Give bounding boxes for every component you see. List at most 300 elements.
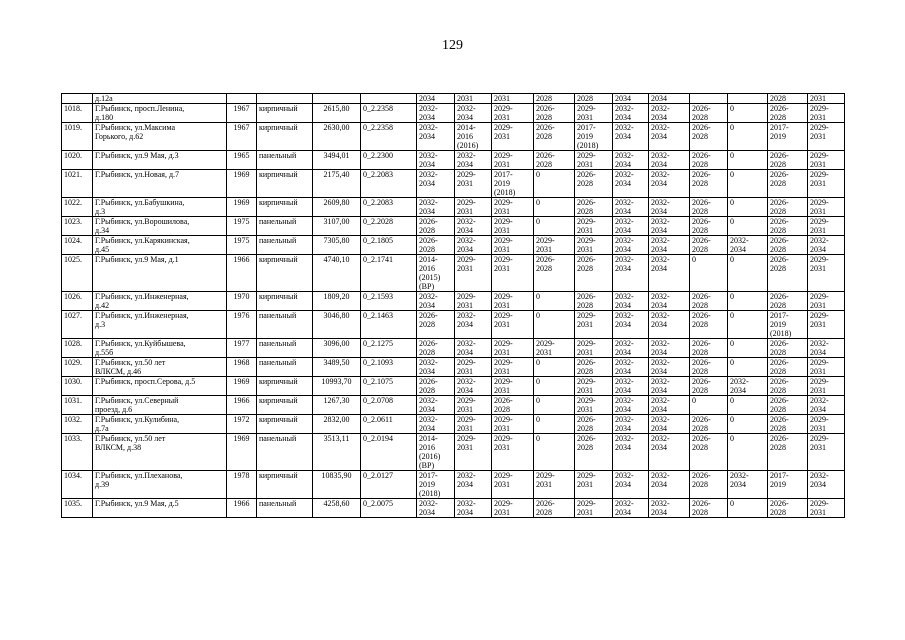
table-row (62, 217, 845, 236)
table-cell: 2029- 2031 (808, 151, 845, 170)
table-cell: 4258,60 (313, 499, 361, 518)
table-cell: 2029- 2031 (492, 217, 534, 236)
table-cell: 0 (534, 311, 575, 339)
table-cell: 0_2.1275 (361, 339, 417, 358)
table-cell: 2032- 2034 (417, 415, 455, 434)
table-cell: 2032- 2034 (613, 292, 649, 311)
table-cell: 2029- 2031 (575, 471, 613, 499)
table-cell: 2026- 2028 (768, 170, 808, 198)
table-row (62, 415, 845, 434)
table-cell: 2032- 2034 (417, 198, 455, 217)
table-cell: 10835,90 (313, 471, 361, 499)
table-cell: 2026- 2028 (575, 255, 613, 292)
table-cell: 2029- 2031 (492, 339, 534, 358)
table-row (62, 151, 845, 170)
table-cell: 2026- 2028 (690, 151, 728, 170)
table-cell: кирпичный (257, 255, 313, 292)
table-cell: 0_2.0708 (361, 396, 417, 415)
table-cell: панельный (257, 499, 313, 518)
row-number-cell: 1028. (62, 339, 93, 358)
table-cell: 0 (534, 377, 575, 396)
table-cell: 2026- 2028 (575, 415, 613, 434)
table-cell: 2026- 2028 (768, 377, 808, 396)
table-cell: 2032- 2034 (649, 170, 690, 198)
table-cell: 0_2.2358 (361, 123, 417, 151)
table-cell: 0 (728, 358, 768, 377)
table-cell: 2026- 2028 (690, 339, 728, 358)
address-cell: Г.Рыбинск, ул.Карякинская, д.45 (93, 236, 227, 255)
row-number-cell: 1032. (62, 415, 93, 434)
table-cell (227, 94, 257, 104)
table-cell: 2026- 2028 (768, 434, 808, 471)
table-cell: 2032- 2034 (455, 471, 492, 499)
table-cell: 2032- 2034 (417, 151, 455, 170)
table-cell: 2032- 2034 (613, 255, 649, 292)
table-cell: 2026- 2028 (690, 377, 728, 396)
table-cell: 2032- 2034 (417, 292, 455, 311)
table-cell: 2029- 2031 (575, 377, 613, 396)
table-row (62, 339, 845, 358)
table-cell: 1965 (227, 151, 257, 170)
table-cell: 2630,00 (313, 123, 361, 151)
table-cell: 2029- 2031 (808, 358, 845, 377)
table-cell: 2026- 2028 (768, 396, 808, 415)
table-cell: 1975 (227, 217, 257, 236)
table-cell: 0 (728, 123, 768, 151)
table-cell: 2026- 2028 (534, 499, 575, 518)
table-cell: 2032- 2034 (649, 104, 690, 123)
table-cell: 2029- 2031 (455, 415, 492, 434)
table-cell: 2026- 2028 (575, 292, 613, 311)
table-cell: кирпичный (257, 415, 313, 434)
table-cell: кирпичный (257, 471, 313, 499)
table-cell: 2026- 2028 (690, 236, 728, 255)
table-cell: 2034 (649, 94, 690, 104)
table-cell: 0 (728, 170, 768, 198)
table-cell: 1969 (227, 434, 257, 471)
table-cell: 2032- 2034 (613, 236, 649, 255)
table-cell: 2029- 2031 (534, 471, 575, 499)
table-cell: 2029- 2031 (808, 377, 845, 396)
table-cell: 2032- 2034 (417, 123, 455, 151)
table-cell: 2026- 2028 (575, 170, 613, 198)
table-cell: 2029- 2031 (808, 499, 845, 518)
table-cell: 2032- 2034 (417, 396, 455, 415)
address-cell: Г.Рыбинск, ул.9 Мая, д.1 (93, 255, 227, 292)
table-cell: 2029- 2031 (575, 339, 613, 358)
table-cell: 0_2.1463 (361, 311, 417, 339)
table-cell: 2026- 2028 (534, 255, 575, 292)
table-cell: 2032- 2034 (455, 236, 492, 255)
table-cell: 2032- 2034 (613, 170, 649, 198)
table-cell: 0_2.0127 (361, 471, 417, 499)
table-cell: 2032- 2034 (649, 292, 690, 311)
table-cell: 2026- 2028 (534, 151, 575, 170)
table-cell: 3096,00 (313, 339, 361, 358)
table-cell: 10993,70 (313, 377, 361, 396)
table-cell: 2026- 2028 (575, 198, 613, 217)
table-cell: 2026- 2028 (690, 471, 728, 499)
table-cell: 2615,80 (313, 104, 361, 123)
table-cell: 2017- 2019 (2018) (768, 311, 808, 339)
table-cell: 2029- 2031 (575, 396, 613, 415)
table-cell: 1969 (227, 198, 257, 217)
row-number-cell: 1030. (62, 377, 93, 396)
table-cell: 2032- 2034 (455, 377, 492, 396)
table-cell: кирпичный (257, 123, 313, 151)
table-cell: 1967 (227, 104, 257, 123)
table-cell: 2029- 2031 (492, 311, 534, 339)
housing-register-table (61, 93, 845, 518)
table-cell: 2029- 2031 (455, 292, 492, 311)
table-cell: 2029- 2031 (492, 123, 534, 151)
table-cell: 1966 (227, 499, 257, 518)
table-cell: 0 (534, 198, 575, 217)
table-cell: 0_2.0075 (361, 499, 417, 518)
address-cell: Г.Рыбинск, ул.Кулибина, д.7а (93, 415, 227, 434)
table-cell: 2026- 2028 (417, 217, 455, 236)
table-cell: 2609,80 (313, 198, 361, 217)
table-cell: 1970 (227, 292, 257, 311)
table-cell: 2029- 2031 (492, 358, 534, 377)
table-row (62, 94, 845, 104)
table-cell: 2032- 2034 (613, 151, 649, 170)
row-number-cell: 1020. (62, 151, 93, 170)
table-cell: 2017- 2019 (2018) (575, 123, 613, 151)
address-cell: Г.Рыбинск, просп.Серова, д.5 (93, 377, 227, 396)
table-cell: 2026- 2028 (768, 255, 808, 292)
table-cell: 2032- 2034 (808, 236, 845, 255)
table-cell: 0 (728, 434, 768, 471)
table-cell: 7305,80 (313, 236, 361, 255)
table-cell: 2032- 2034 (455, 311, 492, 339)
row-number-cell (62, 94, 93, 104)
table-cell: 0 (534, 396, 575, 415)
table-cell: 2026- 2028 (690, 358, 728, 377)
table-cell (361, 94, 417, 104)
table-cell: кирпичный (257, 170, 313, 198)
table-cell: 2032- 2034 (649, 358, 690, 377)
table-cell: 2026- 2028 (768, 104, 808, 123)
address-cell: Г.Рыбинск, ул.Инженерная, д.3 (93, 311, 227, 339)
table-cell: 4740,10 (313, 255, 361, 292)
table-cell: 0 (534, 217, 575, 236)
table-cell: 0 (728, 311, 768, 339)
table-cell: 2029- 2031 (808, 198, 845, 217)
row-number-cell: 1023. (62, 217, 93, 236)
address-cell: Г.Рыбинск, ул.Плеханова, д.39 (93, 471, 227, 499)
table-row (62, 377, 845, 396)
table-cell: 2029- 2031 (492, 151, 534, 170)
table-cell: 0 (728, 339, 768, 358)
address-cell: Г.Рыбинск, ул.Ворошилова, д.34 (93, 217, 227, 236)
table-cell: 2032- 2034 (417, 170, 455, 198)
table-row (62, 255, 845, 292)
table-cell: 2026- 2028 (768, 217, 808, 236)
table-cell: 3513,11 (313, 434, 361, 471)
table-cell: 1969 (227, 170, 257, 198)
table-cell: 2032- 2034 (649, 339, 690, 358)
table-cell (728, 94, 768, 104)
table-cell: 2032- 2034 (808, 396, 845, 415)
table-cell: 2029- 2031 (575, 104, 613, 123)
table-cell: 2029- 2031 (534, 236, 575, 255)
table-cell: 2017- 2019 (2018) (492, 170, 534, 198)
table-cell: 2026- 2028 (575, 358, 613, 377)
table-row (62, 396, 845, 415)
table-cell: 2832,00 (313, 415, 361, 434)
table-cell: 2029- 2031 (492, 471, 534, 499)
table-cell: 2026- 2028 (768, 151, 808, 170)
row-number-cell: 1033. (62, 434, 93, 471)
table-cell: 2032- 2034 (649, 255, 690, 292)
table-cell: панельный (257, 151, 313, 170)
address-cell: д.12а (93, 94, 227, 104)
table-cell: 2032- 2034 (613, 434, 649, 471)
table-cell: 2032- 2034 (728, 236, 768, 255)
address-cell: Г.Рыбинск, ул.50 лет ВЛКСМ, д.38 (93, 434, 227, 471)
table-cell: 0_2.0611 (361, 415, 417, 434)
table-cell: 2031 (492, 94, 534, 104)
table-cell: 2026- 2028 (768, 415, 808, 434)
table-cell: 0 (728, 292, 768, 311)
table-cell: 2029- 2031 (808, 292, 845, 311)
table-cell: 2017- 2019 (768, 123, 808, 151)
table-cell: 2026- 2028 (690, 217, 728, 236)
table-cell: 2026- 2028 (690, 198, 728, 217)
table-row (62, 170, 845, 198)
table-cell: 2032- 2034 (613, 339, 649, 358)
table-cell: 2029- 2031 (455, 396, 492, 415)
table-cell: 2031 (455, 94, 492, 104)
table-cell: 0 (728, 198, 768, 217)
table-cell: 0_2.2083 (361, 170, 417, 198)
table-cell: 0_2.2083 (361, 198, 417, 217)
table-cell: 2029- 2031 (575, 217, 613, 236)
table-cell: 2032- 2034 (808, 471, 845, 499)
table-cell: 0_2.1075 (361, 377, 417, 396)
table-row (62, 311, 845, 339)
table-cell: 2034 (613, 94, 649, 104)
table-cell: 2032- 2034 (417, 358, 455, 377)
table-cell: 2029- 2031 (455, 255, 492, 292)
table-cell: 0_2.2300 (361, 151, 417, 170)
table-cell: 2029- 2031 (575, 236, 613, 255)
table-cell: панельный (257, 434, 313, 471)
table-cell: 2026- 2028 (575, 434, 613, 471)
address-cell: Г.Рыбинск, ул.Инженерная, д.42 (93, 292, 227, 311)
table-cell (313, 94, 361, 104)
table-cell: 2032- 2034 (808, 339, 845, 358)
table-cell: 0 (534, 415, 575, 434)
table-cell: 1976 (227, 311, 257, 339)
table-cell: 2032- 2034 (649, 217, 690, 236)
table-cell: 2029- 2031 (492, 255, 534, 292)
table-cell: 2014- 2016 (2016) (ВР) (417, 434, 455, 471)
table-cell: 2014- 2016 (2015) (ВР) (417, 255, 455, 292)
table-cell: 2029- 2031 (455, 198, 492, 217)
table-cell: 2034 (417, 94, 455, 104)
row-number-cell: 1018. (62, 104, 93, 123)
table-cell: кирпичный (257, 104, 313, 123)
table-cell: 2032- 2034 (417, 499, 455, 518)
table-cell: 2026- 2028 (768, 499, 808, 518)
table-row (62, 123, 845, 151)
table-cell: 2032- 2034 (649, 434, 690, 471)
table-cell: 2029- 2031 (492, 415, 534, 434)
table-cell: 2032- 2034 (613, 123, 649, 151)
table-cell: 2026- 2028 (690, 311, 728, 339)
table-cell: 1977 (227, 339, 257, 358)
table-cell: 2026- 2028 (417, 311, 455, 339)
table-cell: 2028 (534, 94, 575, 104)
table-cell: 2029- 2031 (808, 434, 845, 471)
table-cell: 2026- 2028 (492, 396, 534, 415)
table-cell: 0 (728, 499, 768, 518)
table-row (62, 198, 845, 217)
table-cell: 2029- 2031 (808, 170, 845, 198)
table-cell: 1968 (227, 358, 257, 377)
table-cell: 2032- 2034 (613, 198, 649, 217)
table-cell: 0 (728, 151, 768, 170)
table-row (62, 292, 845, 311)
table-cell: 3046,80 (313, 311, 361, 339)
table-row (62, 358, 845, 377)
table-cell: кирпичный (257, 396, 313, 415)
table-cell: 2032- 2034 (455, 151, 492, 170)
table-cell: 2031 (808, 94, 845, 104)
table-cell: 2029- 2031 (455, 434, 492, 471)
table-cell: 2032- 2034 (613, 499, 649, 518)
address-cell: Г.Рыбинск, ул.9 Мая, д.5 (93, 499, 227, 518)
table-cell: 2032- 2034 (649, 499, 690, 518)
table-cell: 0_2.1741 (361, 255, 417, 292)
table-cell: 1267,30 (313, 396, 361, 415)
table-cell: 2026- 2028 (768, 339, 808, 358)
table-cell: 3494,01 (313, 151, 361, 170)
address-cell: Г.Рыбинск, ул.Максима Горького, д.62 (93, 123, 227, 151)
row-number-cell: 1026. (62, 292, 93, 311)
table-cell: 2032- 2034 (613, 311, 649, 339)
table-cell: 2026- 2028 (768, 236, 808, 255)
table-cell: 2032- 2034 (613, 415, 649, 434)
table-cell: 0_2.1593 (361, 292, 417, 311)
table-cell: панельный (257, 311, 313, 339)
table-row (62, 434, 845, 471)
table-cell: 2032- 2034 (649, 123, 690, 151)
table-cell: 2029- 2031 (575, 499, 613, 518)
row-number-cell: 1034. (62, 471, 93, 499)
table-row (62, 236, 845, 255)
table-cell: панельный (257, 339, 313, 358)
table-cell: 2026- 2028 (768, 358, 808, 377)
table-cell: 2029- 2031 (492, 499, 534, 518)
table-cell: 2032- 2034 (613, 358, 649, 377)
table-cell: 2026- 2028 (690, 170, 728, 198)
table-cell: 2032- 2034 (455, 339, 492, 358)
table-cell: 2029- 2031 (808, 255, 845, 292)
table-cell: 0 (728, 104, 768, 123)
table-cell: 2175,40 (313, 170, 361, 198)
table-cell: 3107,00 (313, 217, 361, 236)
table-cell: 1966 (227, 396, 257, 415)
table-cell: 0 (534, 358, 575, 377)
table-cell: 0 (728, 415, 768, 434)
table-cell: 2029- 2031 (534, 339, 575, 358)
table-cell: 2026- 2028 (417, 236, 455, 255)
table-cell: 2032- 2034 (613, 217, 649, 236)
table-cell: 0 (728, 255, 768, 292)
table-cell: 2029- 2031 (808, 311, 845, 339)
table-cell: 0 (728, 217, 768, 236)
row-number-cell: 1022. (62, 198, 93, 217)
table-cell: 2026- 2028 (417, 377, 455, 396)
row-number-cell: 1031. (62, 396, 93, 415)
table-cell: 2032- 2034 (728, 471, 768, 499)
address-cell: Г.Рыбинск, ул.Новая, д.7 (93, 170, 227, 198)
table-cell: 0 (728, 396, 768, 415)
table-cell: 2032- 2034 (649, 311, 690, 339)
table-cell: 2029- 2031 (575, 151, 613, 170)
row-number-cell: 1024. (62, 236, 93, 255)
table-cell: 2026- 2028 (417, 339, 455, 358)
table-cell: 2032- 2034 (649, 471, 690, 499)
row-number-cell: 1021. (62, 170, 93, 198)
table-cell: 0 (690, 396, 728, 415)
table-cell: 1967 (227, 123, 257, 151)
table-cell: 2029- 2031 (455, 358, 492, 377)
table-cell: 2028 (768, 94, 808, 104)
table-cell: 2026- 2028 (690, 434, 728, 471)
table-cell: 1969 (227, 377, 257, 396)
table-cell: 0 (534, 170, 575, 198)
table-cell: 2026- 2028 (690, 123, 728, 151)
table-cell: 2032- 2034 (649, 377, 690, 396)
table-cell: 2029- 2031 (492, 104, 534, 123)
table-cell: панельный (257, 236, 313, 255)
table-cell: 2026- 2028 (690, 104, 728, 123)
table-row (62, 499, 845, 518)
table-cell: 2029- 2031 (492, 198, 534, 217)
table-cell: 1972 (227, 415, 257, 434)
table-cell: 2026- 2028 (690, 499, 728, 518)
table-cell: панельный (257, 217, 313, 236)
table-cell: 0_2.0194 (361, 434, 417, 471)
table-cell: 2026- 2028 (534, 104, 575, 123)
table-cell: 1966 (227, 255, 257, 292)
table-cell: 2026- 2028 (690, 415, 728, 434)
address-cell: Г.Рыбинск, ул.50 лет ВЛКСМ, д.46 (93, 358, 227, 377)
table-cell: 2032- 2034 (649, 198, 690, 217)
table-cell: 2032- 2034 (649, 396, 690, 415)
table-cell: 2014- 2016 (2016) (455, 123, 492, 151)
address-cell: Г.Рыбинск, ул.Бабушкина, д.3 (93, 198, 227, 217)
table-cell: 2026- 2028 (768, 292, 808, 311)
row-number-cell: 1027. (62, 311, 93, 339)
row-number-cell: 1019. (62, 123, 93, 151)
table-cell: 3489,50 (313, 358, 361, 377)
table-row (62, 471, 845, 499)
table-cell: кирпичный (257, 292, 313, 311)
row-number-cell: 1035. (62, 499, 93, 518)
table-cell: 2032- 2034 (455, 499, 492, 518)
table-cell: 0_2.2358 (361, 104, 417, 123)
table-cell: 2032- 2034 (613, 471, 649, 499)
table-cell: 2029- 2031 (492, 434, 534, 471)
table-cell: 1975 (227, 236, 257, 255)
table-cell: 2032- 2034 (417, 104, 455, 123)
table-cell: 2032- 2034 (649, 151, 690, 170)
